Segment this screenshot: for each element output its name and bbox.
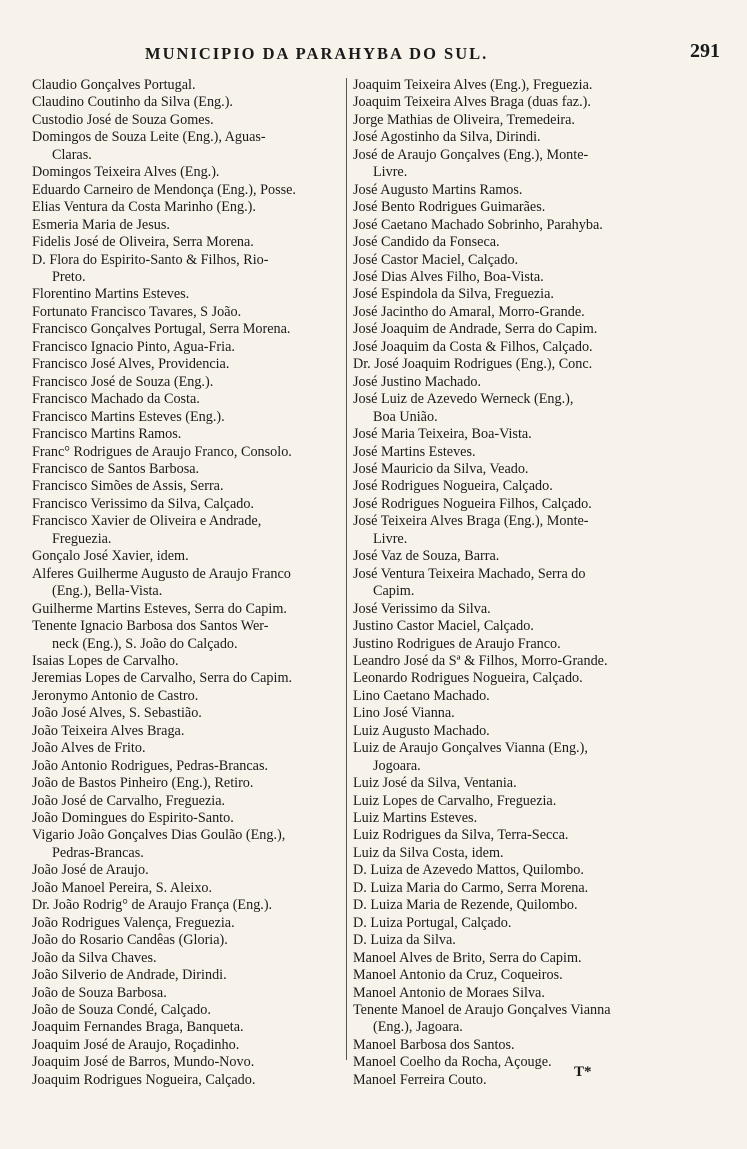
directory-entry: Dr. José Joaquim Rodrigues (Eng.), Conc. xyxy=(353,356,593,373)
directory-entry: Luiz Lopes de Carvalho, Freguezia. xyxy=(353,792,557,809)
directory-entry: João José Alves, S. Sebastião. xyxy=(32,705,202,722)
directory-entry: José Luiz de Azevedo Werneck (Eng.), xyxy=(353,391,574,408)
entry-continuation: Preto. xyxy=(52,268,86,285)
directory-entry: Lino José Vianna. xyxy=(353,705,455,722)
directory-entry: D. Luiza Maria do Carmo, Serra Morena. xyxy=(353,879,589,896)
directory-entry: José Martins Esteves. xyxy=(353,443,476,460)
directory-entry: Joaquim Teixeira Alves (Eng.), Freguezia. xyxy=(353,77,593,93)
directory-entry: Luiz José da Silva, Ventania. xyxy=(353,775,517,792)
directory-entry: Joaquim José de Araujo, Roçadinho. xyxy=(32,1036,240,1053)
directory-entry: José Joaquim de Andrade, Serra do Capim. xyxy=(353,321,598,338)
directory-entry: Francisco Ignacio Pinto, Agua-Fria. xyxy=(32,338,235,355)
directory-entry: Joaquim José de Barros, Mundo-Novo. xyxy=(32,1054,255,1071)
signature-mark: T* xyxy=(574,1064,592,1080)
directory-entry: José Agostinho da Silva, Dirindi. xyxy=(353,129,541,146)
directory-entry: Joaquim Fernandes Braga, Banqueta. xyxy=(32,1019,244,1036)
directory-entry: Manoel Antonio da Cruz, Coqueiros. xyxy=(353,967,563,984)
directory-entry: Luiz Rodrigues da Silva, Terra-Secca. xyxy=(353,827,569,844)
directory-entry: Francisco Simões de Assis, Serra. xyxy=(32,478,224,495)
directory-entry: José Bento Rodrigues Guimarães. xyxy=(353,199,546,216)
directory-entry: João de Bastos Pinheiro (Eng.), Retiro. xyxy=(32,775,254,792)
directory-entry: José Castor Maciel, Calçado. xyxy=(353,251,519,268)
directory-entry: Francisco Xavier de Oliveira e Andrade, xyxy=(32,513,262,530)
directory-entry: Claudio Gonçalves Portugal. xyxy=(32,77,196,93)
left-column xyxy=(32,77,350,1089)
directory-entry: João Alves de Frito. xyxy=(32,740,146,757)
directory-entry: João Teixeira Alves Braga. xyxy=(32,722,185,739)
directory-entry: Franc° Rodrigues de Araujo Franco, Consolo. xyxy=(32,443,292,460)
directory-entry: José Rodrigues Nogueira Filhos, Calçado. xyxy=(353,495,592,512)
directory-entry: Leonardo Rodrigues Nogueira, Calçado. xyxy=(353,670,583,687)
directory-entry: Isaias Lopes de Carvalho. xyxy=(32,652,179,669)
directory-entry: Joaquim Rodrigues Nogueira, Calçado. xyxy=(32,1071,256,1088)
directory-entry: D. Luiza Maria de Rezende, Quilombo. xyxy=(353,897,578,914)
directory-entry: Domingos de Souza Leite (Eng.), Aguas- xyxy=(32,129,266,146)
directory-entry: Manoel Ferreira Couto. xyxy=(353,1071,487,1088)
directory-entry: Luiz de Araujo Gonçalves Vianna (Eng.), xyxy=(353,740,588,757)
directory-entry: João de Souza Condé, Calçado. xyxy=(32,1002,211,1019)
entry-continuation: Claras. xyxy=(52,146,92,163)
directory-entry: Luiz Augusto Machado. xyxy=(353,722,490,739)
directory-entry: Luiz da Silva Costa, idem. xyxy=(353,844,504,861)
directory-entry: Eduardo Carneiro de Mendonça (Eng.), Posse. xyxy=(32,181,296,198)
directory-entry: Luiz Martins Esteves. xyxy=(353,810,478,827)
directory-entry: Francisco Gonçalves Portugal, Serra Morena. xyxy=(32,321,291,338)
entry-continuation: Capim. xyxy=(373,583,415,600)
directory-entry: José Caetano Machado Sobrinho, Parahyba. xyxy=(353,216,603,233)
directory-entry: José Verissimo da Silva. xyxy=(353,600,491,617)
directory-entry: João Domingues do Espirito-Santo. xyxy=(32,810,234,827)
directory-entry: José Vaz de Souza, Barra. xyxy=(353,548,500,565)
directory-entry: Guilherme Martins Esteves, Serra do Capim. xyxy=(32,600,287,617)
directory-entry: João Antonio Rodrigues, Pedras-Brancas. xyxy=(32,757,269,774)
directory-entry: D. Luiza de Azevedo Mattos, Quilombo. xyxy=(353,862,584,879)
directory-entry: Francisco Martins Esteves (Eng.). xyxy=(32,408,225,425)
entry-continuation: (Eng.), Jagoara. xyxy=(373,1019,463,1036)
entry-continuation: Boa União. xyxy=(373,408,438,425)
directory-entry: Francisco José de Souza (Eng.). xyxy=(32,373,214,390)
directory-entry: Alferes Guilherme Augusto de Araujo Franco xyxy=(32,565,291,582)
entry-continuation: Freguezia. xyxy=(52,530,112,547)
directory-entry: José Joaquim da Costa & Filhos, Calçado. xyxy=(353,338,593,355)
directory-entry: Fidelis José de Oliveira, Serra Morena. xyxy=(32,234,254,251)
directory-entry: José Mauricio da Silva, Veado. xyxy=(353,460,529,477)
directory-entry: Francisco Verissimo da Silva, Calçado. xyxy=(32,495,254,512)
directory-entry: José Dias Alves Filho, Boa-Vista. xyxy=(353,268,544,285)
directory-entry: Vigario João Gonçalves Dias Goulão (Eng.), xyxy=(32,827,286,844)
directory-entry: D. Flora do Espirito-Santo & Filhos, Rio- xyxy=(32,251,269,268)
page-header xyxy=(30,40,720,68)
directory-entry: José Augusto Martins Ramos. xyxy=(353,181,523,198)
directory-entry: Lino Caetano Machado. xyxy=(353,687,490,704)
directory-entry: Custodio José de Souza Gomes. xyxy=(32,111,214,128)
directory-entry: José Jacintho do Amaral, Morro-Grande. xyxy=(353,303,585,320)
directory-entry: Manoel Coelho da Rocha, Açouge. xyxy=(353,1054,552,1071)
directory-entry: D. Luiza da Silva. xyxy=(353,932,456,949)
directory-entry: Manoel Barbosa dos Santos. xyxy=(353,1036,515,1053)
entry-continuation: Pedras-Brancas. xyxy=(52,844,144,861)
directory-entry: Claudino Coutinho da Silva (Eng.). xyxy=(32,94,233,111)
directory-entry: D. Luiza Portugal, Calçado. xyxy=(353,914,512,931)
directory-entry: Esmeria Maria de Jesus. xyxy=(32,216,170,233)
directory-entry: João José de Araujo. xyxy=(32,862,149,879)
directory-entry: José de Araujo Gonçalves (Eng.), Monte- xyxy=(353,146,589,163)
entry-continuation: Jogoara. xyxy=(373,757,421,774)
directory-entry: João Silverio de Andrade, Dirindi. xyxy=(32,967,227,984)
directory-entry: Tenente Ignacio Barbosa dos Santos Wer- xyxy=(32,618,269,635)
page-number: 291 xyxy=(690,40,720,62)
directory-entry: João de Souza Barbosa. xyxy=(32,984,167,1001)
entry-continuation: neck (Eng.), S. João do Calçado. xyxy=(52,635,238,652)
directory-entry: Tenente Manoel de Araujo Gonçalves Vianna xyxy=(353,1002,611,1019)
directory-entry: Manoel Antonio de Moraes Silva. xyxy=(353,984,545,1001)
directory-entry: João da Silva Chaves. xyxy=(32,949,157,966)
directory-entry: Jorge Mathias de Oliveira, Tremedeira. xyxy=(353,111,575,128)
directory-entry: Leandro José da Sª & Filhos, Morro-Grande. xyxy=(353,652,608,669)
entry-continuation: Livre. xyxy=(373,530,408,547)
entry-continuation: (Eng.), Bella-Vista. xyxy=(52,583,163,600)
directory-entry: Francisco de Santos Barbosa. xyxy=(32,460,200,477)
directory-entry: José Candido da Fonseca. xyxy=(353,234,500,251)
directory-entry: Elias Ventura da Costa Marinho (Eng.). xyxy=(32,199,256,216)
directory-entry: João José de Carvalho, Freguezia. xyxy=(32,792,226,809)
column-divider xyxy=(346,78,347,1060)
directory-entry: Francisco Martins Ramos. xyxy=(32,426,182,443)
directory-entry: Jeremias Lopes de Carvalho, Serra do Capim. xyxy=(32,670,293,687)
directory-entry: João Rodrigues Valença, Freguezia. xyxy=(32,914,235,931)
directory-entry: João do Rosario Candêas (Gloria). xyxy=(32,932,228,949)
directory-entry: Domingos Teixeira Alves (Eng.). xyxy=(32,164,220,181)
directory-entry: Dr. João Rodrig° de Araujo França (Eng.). xyxy=(32,897,273,914)
directory-entry: João Manoel Pereira, S. Aleixo. xyxy=(32,879,213,896)
directory-entry: Joaquim Teixeira Alves Braga (duas faz.). xyxy=(353,94,591,111)
directory-entry: José Maria Teixeira, Boa-Vista. xyxy=(353,426,532,443)
entry-continuation: Livre. xyxy=(373,164,408,181)
directory-entry: José Rodrigues Nogueira, Calçado. xyxy=(353,478,553,495)
directory-entry: Gonçalo José Xavier, idem. xyxy=(32,548,189,565)
directory-entry: José Teixeira Alves Braga (Eng.), Monte- xyxy=(353,513,589,530)
right-column xyxy=(353,77,671,1089)
directory-entry: José Ventura Teixeira Machado, Serra do xyxy=(353,565,586,582)
directory-entry: José Espindola da Silva, Freguezia. xyxy=(353,286,554,303)
directory-entry: Florentino Martins Esteves. xyxy=(32,286,190,303)
directory-entry: Fortunato Francisco Tavares, S João. xyxy=(32,303,242,320)
directory-entry: Jeronymo Antonio de Castro. xyxy=(32,687,199,704)
directory-entry: Francisco José Alves, Providencia. xyxy=(32,356,230,373)
page-title: MUNICIPIO DA PARAHYBA DO SUL. xyxy=(145,44,489,63)
directory-entry: José Justino Machado. xyxy=(353,373,482,390)
directory-entry: Justino Rodrigues de Araujo Franco. xyxy=(353,635,561,652)
directory-entry: Manoel Alves de Brito, Serra do Capim. xyxy=(353,949,582,966)
directory-entry: Francisco Machado da Costa. xyxy=(32,391,200,408)
directory-entry: Justino Castor Maciel, Calçado. xyxy=(353,618,534,635)
